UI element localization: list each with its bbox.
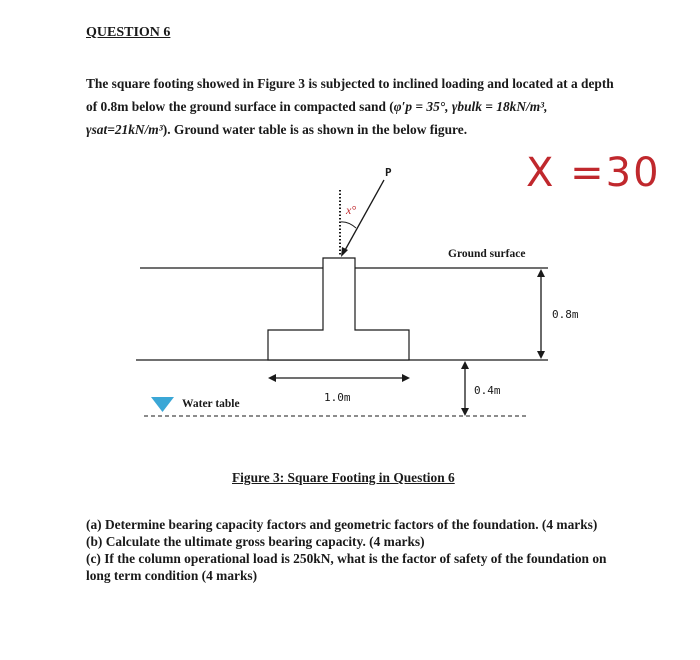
statement-part1: The square footing showed in Figure 3 is subjected to inclined loading and located at a depth of 0.8m below the ground surface in compacted sand (	[86, 76, 614, 114]
depth-dimension-label: 0.8m	[552, 308, 579, 321]
statement-part2: ). Ground water table is as shown in the below figure.	[162, 122, 468, 137]
load-label: P	[385, 166, 392, 179]
width-arrow-left	[268, 374, 276, 382]
width-arrow-right	[402, 374, 410, 382]
water-table-icon	[151, 397, 174, 412]
load-arrowhead	[341, 247, 348, 257]
question-heading: QUESTION 6	[86, 25, 171, 40]
angle-label: x°	[346, 203, 357, 217]
figure-caption: Figure 3: Square Footing in Question 6	[232, 470, 455, 485]
gamma-sat-value: γsat=21kN/m³	[86, 122, 163, 137]
phi-value: φ′p = 35°	[393, 99, 446, 114]
question-b: (b) Calculate the ultimate gross bearing capacity. (4 marks)	[86, 534, 425, 549]
handwritten-note: X =30	[526, 150, 661, 196]
water-arrow-bottom	[461, 408, 469, 416]
ground-surface-label: Ground surface	[448, 248, 526, 260]
depth-arrow-top	[537, 269, 545, 277]
gamma-bulk-value: , γbulk = 18kN/m³,	[445, 99, 548, 114]
questions-list	[86, 516, 626, 584]
depth-arrow-bottom	[537, 351, 545, 359]
angle-arc	[340, 222, 356, 228]
water-arrow-top	[461, 361, 469, 369]
question-a: (a) Determine bearing capacity factors and geometric factors of the foundation. (4 marks)	[86, 517, 598, 532]
water-dimension-label: 0.4m	[474, 384, 501, 397]
footing-outline	[268, 258, 409, 360]
width-dimension-label: 1.0m	[324, 391, 351, 404]
question-c: (c) If the column operational load is 250kN, what is the factor of safety of the foundation on long term condition (4 marks)	[86, 551, 607, 583]
water-table-label: Water table	[182, 398, 240, 410]
